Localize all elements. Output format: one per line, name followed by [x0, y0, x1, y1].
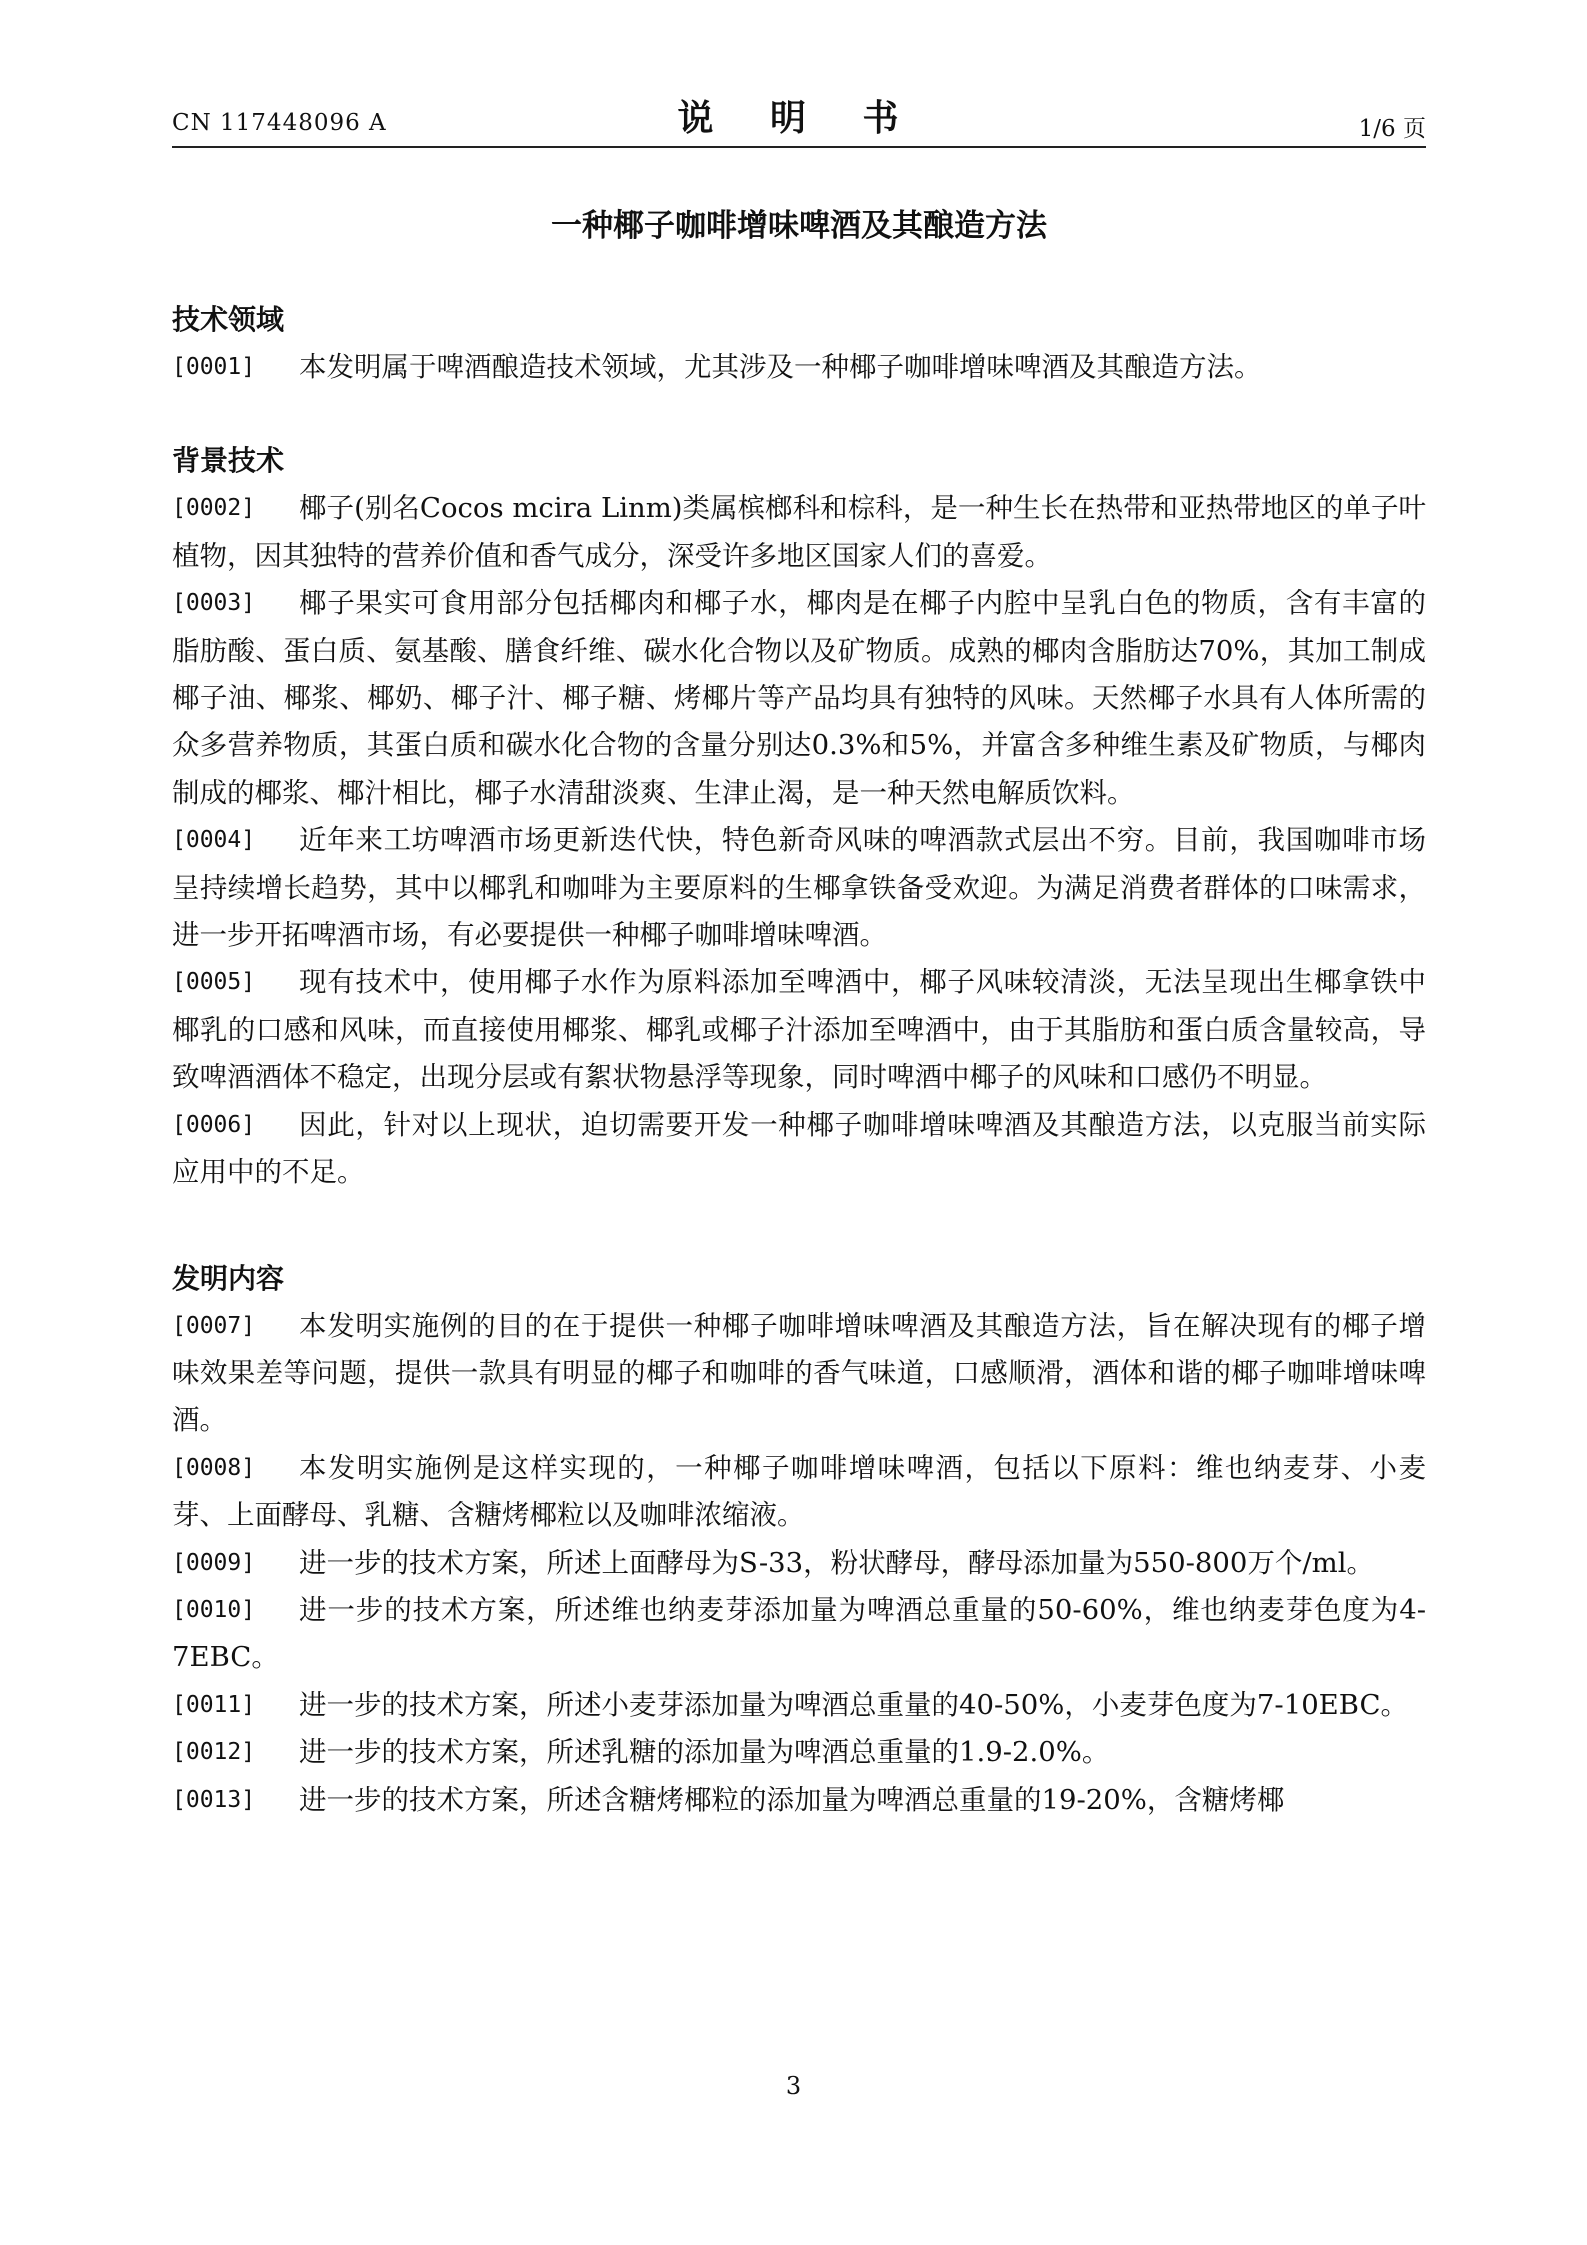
document-body: [172, 296, 1426, 1824]
paragraph-text: 现有技术中，使用椰子水作为原料添加至啤酒中，椰子风味较清淡，无法呈现出生椰拿铁中椰乳的口感和风味，而直接使用椰浆、椰乳或椰子汁添加至啤酒中，由于其脂肪和蛋白质含量较高，导致啤酒酒体不稳定，出现分层或有絮状物悬浮等现象，同时啤酒中椰子的风味和口感仍不明显。: [172, 966, 1426, 1094]
section-heading-background: 背景技术: [172, 444, 285, 478]
page-count: 1/6 页: [1358, 116, 1426, 142]
paragraph: [172, 1777, 1426, 1824]
paragraph-text: 进一步的技术方案，所述上面酵母为S-33，粉状酵母，酵母添加量为550-800万个/ml。: [299, 1546, 1375, 1579]
paragraph: [172, 580, 1426, 817]
paragraph-text: 进一步的技术方案，所述乳糖的添加量为啤酒总重量的1.9-2.0%。: [299, 1736, 1110, 1769]
paragraph: [172, 1587, 1426, 1682]
paragraph-number: [0001]: [172, 354, 256, 380]
paragraph-number: [0002]: [172, 495, 256, 522]
paragraph: [172, 1682, 1426, 1729]
paragraph-text: 进一步的技术方案，所述含糖烤椰粒的添加量为啤酒总重量的19-20%，含糖烤椰: [299, 1783, 1285, 1816]
section-heading-summary: 发明内容: [172, 1261, 285, 1295]
paragraph-text: 进一步的技术方案，所述小麦芽添加量为啤酒总重量的40-50%，小麦芽色度为7-10EBC。: [299, 1688, 1409, 1721]
document-type: 说 明 书: [677, 98, 921, 139]
paragraph-number: [0003]: [172, 590, 256, 617]
paragraph: [172, 1102, 1426, 1197]
paragraph-number: [0004]: [172, 827, 256, 854]
header-rule: [172, 146, 1426, 148]
paragraph-text: 近年来工坊啤酒市场更新迭代快，特色新奇风味的啤酒款式层出不穷。目前，我国咖啡市场呈持续增长趋势，其中以椰乳和咖啡为主要原料的生椰拿铁备受欢迎。为满足消费者群体的口味需求，进一步开拓啤酒市场，有必要提供一种椰子咖啡增味啤酒。: [172, 824, 1426, 952]
paragraph: [172, 817, 1426, 959]
paragraph: [172, 485, 1426, 580]
paragraph-text: 椰子(别名Cocos mcira Linm)类属槟榔科和棕科，是一种生长在热带和亚热带地区的单子叶植物，因其独特的营养价值和香气成分，深受许多地区国家人们的喜爱。: [172, 492, 1426, 572]
paragraph: [172, 1729, 1426, 1776]
paragraph: [172, 1540, 1426, 1587]
paragraph-number: [0012]: [172, 1739, 256, 1766]
paragraph-text: 椰子果实可食用部分包括椰肉和椰子水，椰肉是在椰子内腔中呈乳白色的物质，含有丰富的脂肪酸、蛋白质、氨基酸、膳食纤维、碳水化合物以及矿物质。成熟的椰肉含脂肪达70%，其加工制成椰子油、椰浆、椰奶、椰子汁、椰子糖、烤椰片等产品均具有独特的风味。天然椰子水具有人体所需的众多营养物质，其蛋白质和碳水化合物的含量分别达0.3%和5%，并富含多种维生素及矿物质，与椰肉制成的椰浆、椰汁相比，椰子水清甜淡爽、生津止渴，是一种天然电解质饮料。: [172, 587, 1426, 809]
section-heading-technical-field: 技术领域: [172, 303, 285, 336]
paragraph: [172, 1445, 1426, 1540]
paragraph-number: [0007]: [172, 1312, 256, 1339]
patent-number: CN 117448096 A: [172, 110, 387, 136]
paragraph-number: [0005]: [172, 969, 256, 996]
paragraph-number: [0009]: [172, 1549, 256, 1576]
document-title: 一种椰子咖啡增味啤酒及其酿造方法: [551, 208, 1047, 244]
paragraph-text: 本发明实施例是这样实现的，一种椰子咖啡增味啤酒，包括以下原料：维也纳麦芽、小麦芽、上面酵母、乳糖、含糖烤椰粒以及咖啡浓缩液。: [172, 1451, 1426, 1532]
paragraph-text: 因此，针对以上现状，迫切需要开发一种椰子咖啡增味啤酒及其酿造方法，以克服当前实际应用中的不足。: [172, 1108, 1426, 1189]
paragraph: [172, 344, 1426, 391]
page-number: 3: [785, 2072, 802, 2100]
paragraph-number: [0013]: [172, 1786, 256, 1813]
paragraph-text: 本发明属于啤酒酿造技术领域，尤其涉及一种椰子咖啡增味啤酒及其酿造方法。: [299, 351, 1262, 383]
paragraph: [172, 1303, 1426, 1445]
paragraph-number: [0006]: [172, 1111, 256, 1138]
paragraph: [172, 959, 1426, 1101]
paragraph-text: 本发明实施例的目的在于提供一种椰子咖啡增味啤酒及其酿造方法，旨在解决现有的椰子增味效果差等问题，提供一款具有明显的椰子和咖啡的香气味道，口感顺滑，酒体和谐的椰子咖啡增味啤酒。: [172, 1309, 1426, 1437]
page-header: [172, 90, 1426, 146]
paragraph-number: [0008]: [172, 1454, 256, 1481]
paragraph-number: [0010]: [172, 1596, 256, 1623]
paragraph-number: [0011]: [172, 1691, 256, 1718]
paragraph-text: 进一步的技术方案，所述维也纳麦芽添加量为啤酒总重量的50-60%，维也纳麦芽色度为4-7EBC。: [172, 1593, 1426, 1674]
